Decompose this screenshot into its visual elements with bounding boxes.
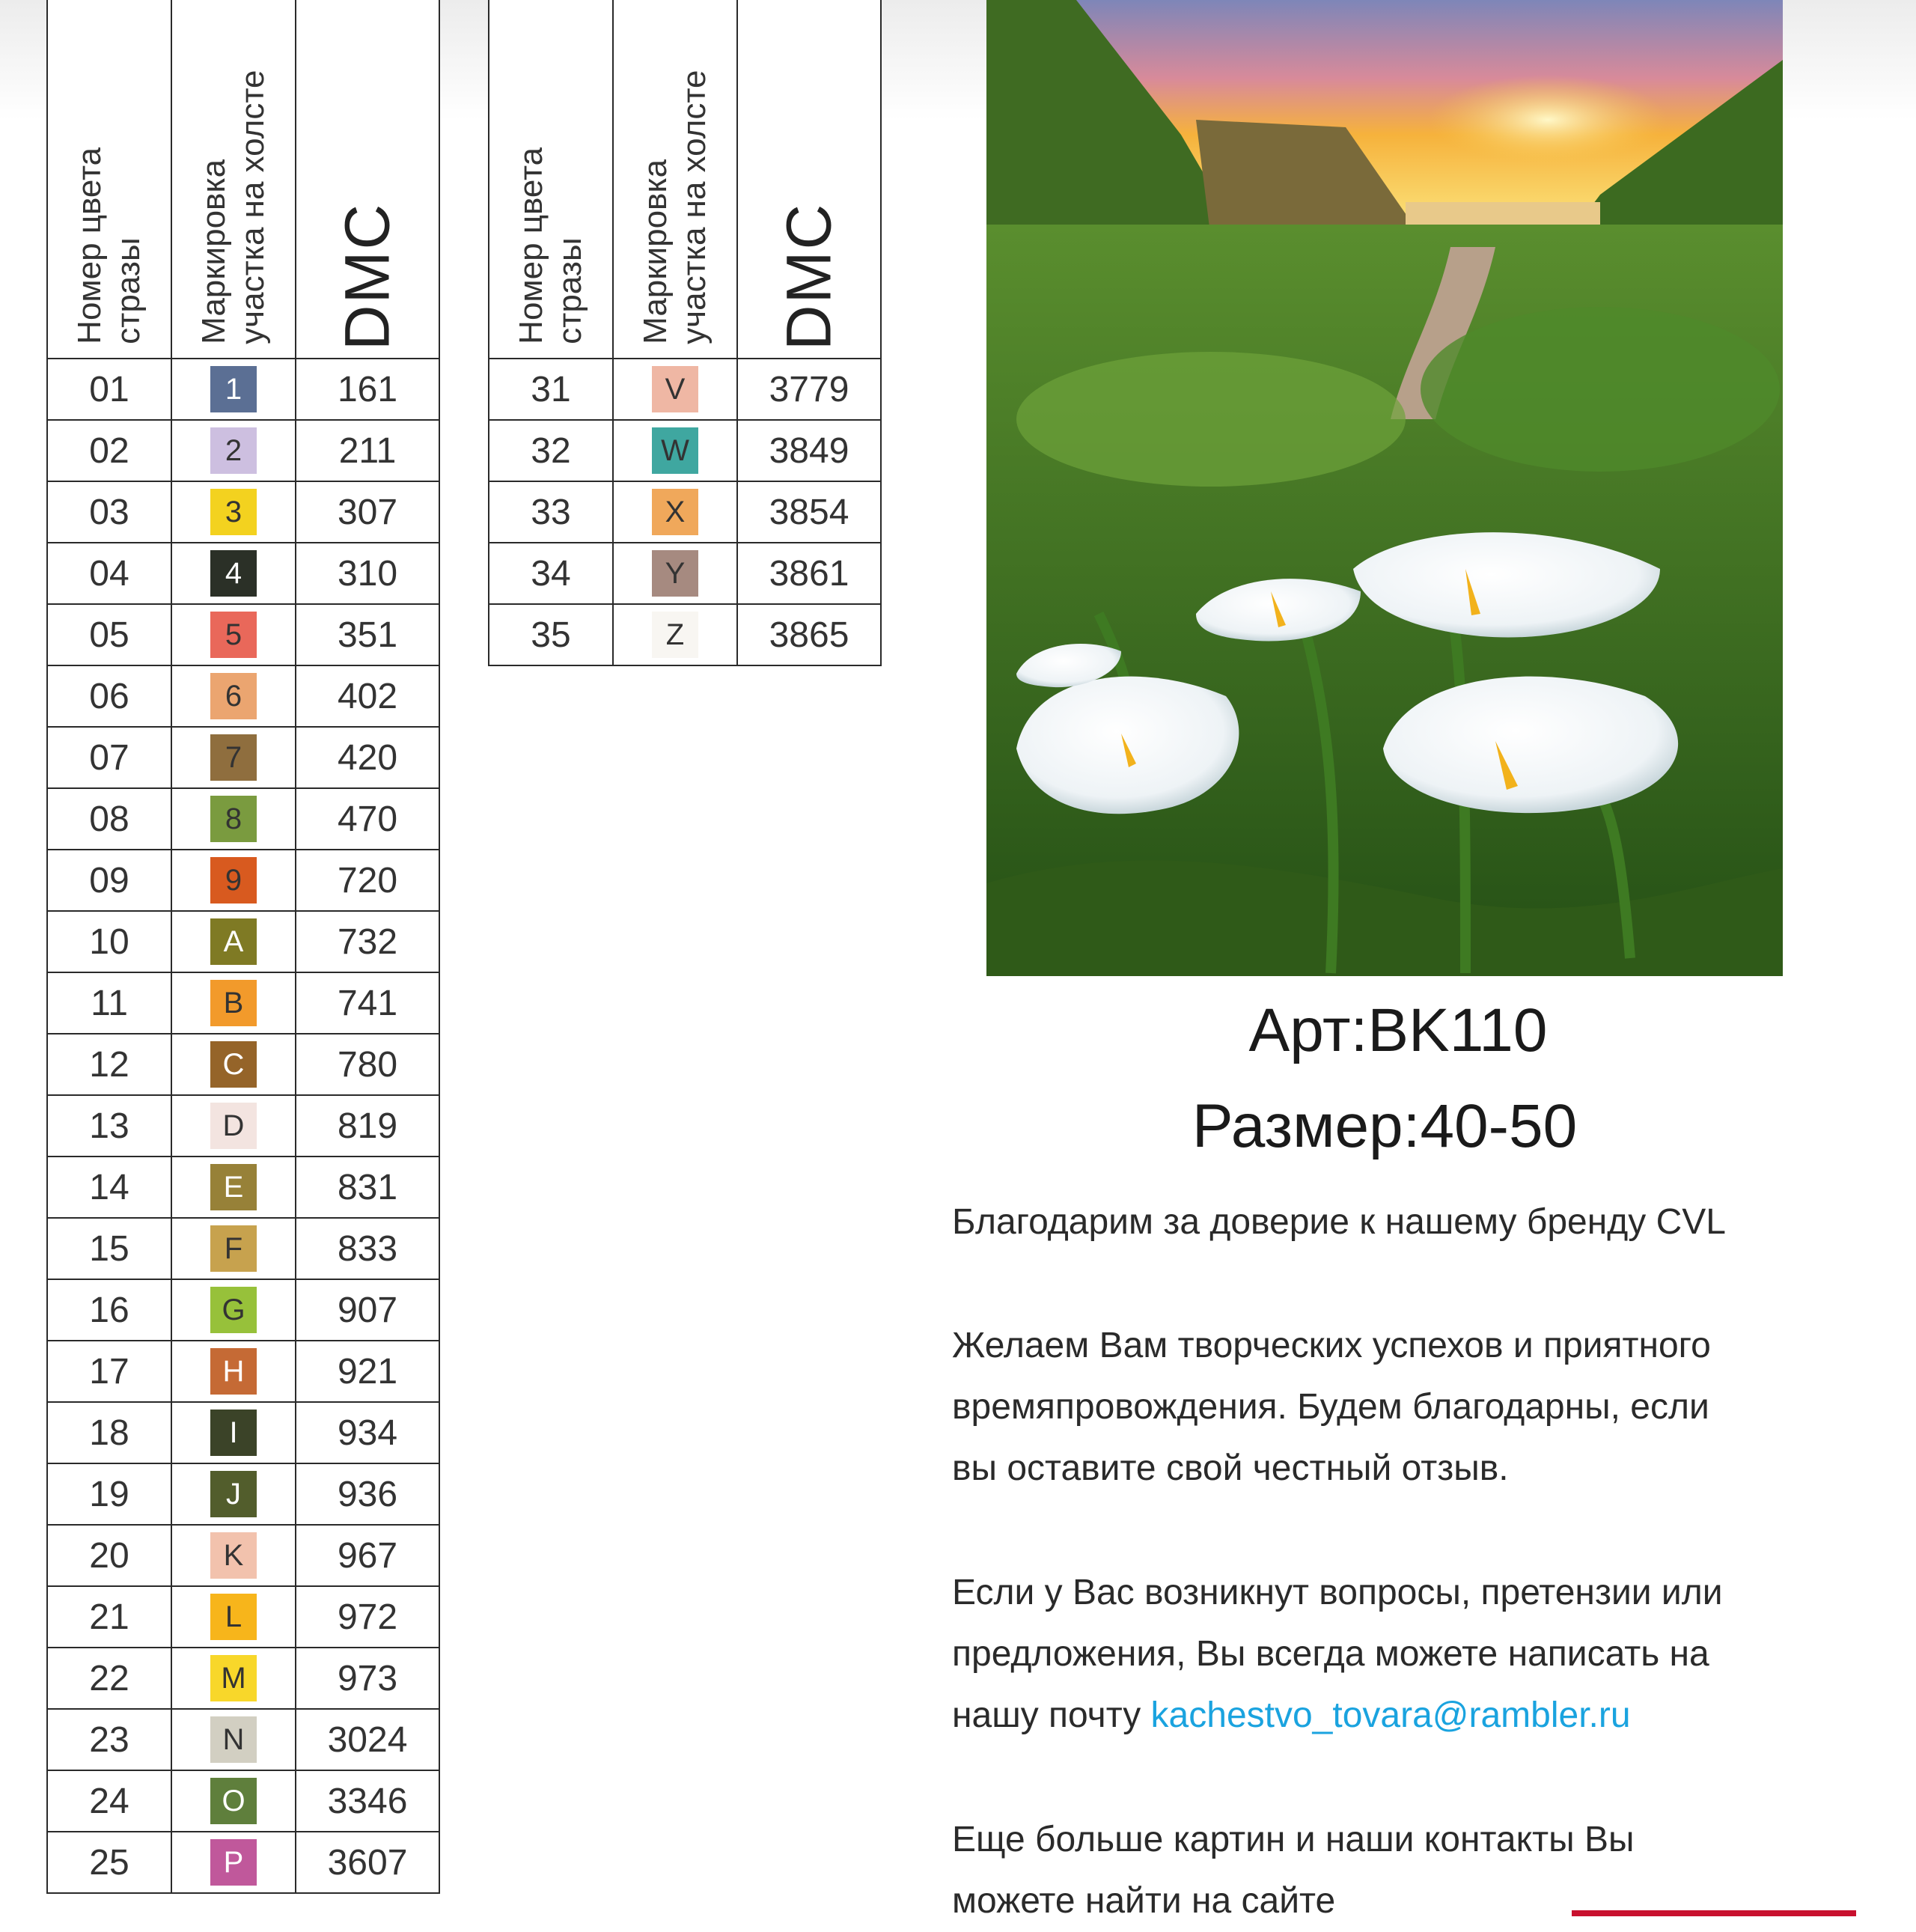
dmc-code-cell: 3849 <box>737 420 881 481</box>
color-swatch: J <box>210 1471 257 1517</box>
color-swatch: 3 <box>210 489 257 535</box>
dmc-code-cell: 907 <box>296 1279 439 1341</box>
legend-row <box>47 1586 439 1648</box>
color-number-cell: 22 <box>47 1648 171 1709</box>
color-swatch: 6 <box>210 673 257 719</box>
dmc-code-cell: 732 <box>296 911 439 972</box>
marking-cell <box>171 850 296 911</box>
color-swatch: F <box>210 1225 257 1272</box>
marking-cell <box>171 359 296 420</box>
thanks-text: Благодарим за доверие к нашему бренду CVL <box>952 1202 1726 1242</box>
color-swatch: 1 <box>210 366 257 412</box>
color-number-cell: 10 <box>47 911 171 972</box>
dmc-code-cell: 3865 <box>737 604 881 665</box>
more-line-2: можете найти на сайте <box>952 1881 1336 1921</box>
color-swatch: 8 <box>210 796 257 842</box>
marking-cell <box>171 1709 296 1770</box>
dmc-code-cell: 420 <box>296 727 439 788</box>
header-color-number <box>47 0 171 359</box>
marking-cell <box>171 1770 296 1832</box>
marking-cell <box>171 727 296 788</box>
header-color-number <box>489 0 613 359</box>
color-number-cell: 33 <box>489 481 613 543</box>
contact-line-3 <box>952 1685 1895 1746</box>
dmc-code-cell: 967 <box>296 1525 439 1586</box>
color-swatch: I <box>210 1410 257 1456</box>
marking-cell <box>171 1341 296 1402</box>
color-number-cell: 34 <box>489 543 613 604</box>
color-legend-table-left <box>46 0 440 1894</box>
color-swatch: 4 <box>210 550 257 597</box>
marking-cell <box>613 481 737 543</box>
legend-row <box>47 727 439 788</box>
color-number-cell: 12 <box>47 1034 171 1095</box>
legend-body-left <box>47 359 439 1893</box>
header-dmc-label: DMC <box>773 202 844 350</box>
color-number-cell: 01 <box>47 359 171 420</box>
color-swatch: L <box>210 1594 257 1640</box>
color-number-cell: 05 <box>47 604 171 665</box>
contact-line-2: предложения, Вы всегда можете написать на <box>952 1634 1709 1674</box>
dmc-code-cell: 211 <box>296 420 439 481</box>
legend-row <box>47 604 439 665</box>
color-number-cell: 13 <box>47 1095 171 1157</box>
dmc-code-cell: 3024 <box>296 1709 439 1770</box>
header-canvas-marking-label: Маркировка участка на холсте <box>637 70 713 344</box>
marking-cell <box>171 1525 296 1586</box>
color-number-cell: 11 <box>47 972 171 1034</box>
color-swatch: E <box>210 1164 257 1210</box>
marking-cell <box>171 1218 296 1279</box>
dmc-code-cell: 720 <box>296 850 439 911</box>
legend-row <box>47 1832 439 1893</box>
color-number-cell: 02 <box>47 420 171 481</box>
legend-header-row <box>489 0 881 359</box>
color-number-cell: 09 <box>47 850 171 911</box>
legend-row <box>47 481 439 543</box>
dmc-code-cell: 470 <box>296 788 439 850</box>
dmc-code-cell: 3346 <box>296 1770 439 1832</box>
dmc-code-cell: 3607 <box>296 1832 439 1893</box>
header-canvas-marking-label: Маркировка участка на холсте <box>195 70 271 344</box>
color-number-cell: 15 <box>47 1218 171 1279</box>
marking-cell <box>613 359 737 420</box>
legend-row <box>489 420 881 481</box>
color-swatch: H <box>210 1348 257 1395</box>
color-swatch: B <box>210 980 257 1026</box>
marking-cell <box>171 1034 296 1095</box>
legend-row <box>47 1034 439 1095</box>
legend-row <box>47 1709 439 1770</box>
color-swatch: Z <box>652 612 698 658</box>
marking-cell <box>171 543 296 604</box>
color-number-cell: 23 <box>47 1709 171 1770</box>
dmc-code-cell: 831 <box>296 1157 439 1218</box>
color-swatch: Y <box>652 550 698 597</box>
marking-cell <box>171 911 296 972</box>
color-number-cell: 19 <box>47 1463 171 1525</box>
color-swatch: C <box>210 1041 257 1088</box>
marking-cell <box>171 420 296 481</box>
color-swatch: V <box>652 366 698 412</box>
legend-row <box>47 911 439 972</box>
header-canvas-marking <box>171 0 296 359</box>
color-swatch: N <box>210 1716 257 1763</box>
color-legend-table-right <box>488 0 882 666</box>
wishes-line-1: Желаем Вам творческих успехов и приятного <box>952 1326 1711 1365</box>
header-canvas-marking <box>613 0 737 359</box>
dmc-code-cell: 310 <box>296 543 439 604</box>
contact-paragraph <box>952 1562 1895 1746</box>
legend-row <box>47 1770 439 1832</box>
wishes-line-3: вы оставите свой честный отзыв. <box>952 1448 1509 1488</box>
dmc-code-cell: 972 <box>296 1586 439 1648</box>
dmc-code-cell: 934 <box>296 1402 439 1463</box>
legend-row <box>489 543 881 604</box>
contact-line-1: Если у Вас возникнут вопросы, претензии или <box>952 1573 1723 1612</box>
marking-cell <box>171 1832 296 1893</box>
color-number-cell: 16 <box>47 1279 171 1341</box>
dmc-code-cell: 973 <box>296 1648 439 1709</box>
header-dmc <box>737 0 881 359</box>
color-swatch: M <box>210 1655 257 1701</box>
color-number-cell: 18 <box>47 1402 171 1463</box>
header-color-number-label: Номер цвета стразы <box>513 147 588 344</box>
color-number-cell: 04 <box>47 543 171 604</box>
color-number-cell: 20 <box>47 1525 171 1586</box>
legend-row <box>47 1525 439 1586</box>
color-number-cell: 08 <box>47 788 171 850</box>
product-article: Арт:BK110 <box>1248 996 1548 1064</box>
dmc-code-cell: 307 <box>296 481 439 543</box>
color-swatch: 7 <box>210 734 257 781</box>
color-swatch: D <box>210 1103 257 1149</box>
marking-cell <box>171 1648 296 1709</box>
color-number-cell: 24 <box>47 1770 171 1832</box>
legend-row <box>47 1157 439 1218</box>
marking-cell <box>171 788 296 850</box>
wishes-paragraph <box>952 1315 1895 1499</box>
marking-cell <box>613 604 737 665</box>
legend-row <box>47 665 439 727</box>
color-number-cell: 17 <box>47 1341 171 1402</box>
dmc-code-cell: 3861 <box>737 543 881 604</box>
legend-body-right <box>489 359 881 665</box>
dmc-code-cell: 3854 <box>737 481 881 543</box>
color-swatch: P <box>210 1839 257 1886</box>
dmc-code-cell: 741 <box>296 972 439 1034</box>
dmc-code-cell: 351 <box>296 604 439 665</box>
dmc-code-cell: 833 <box>296 1218 439 1279</box>
color-number-cell: 07 <box>47 727 171 788</box>
legend-header-row <box>47 0 439 359</box>
color-number-cell: 35 <box>489 604 613 665</box>
marking-cell <box>171 972 296 1034</box>
marking-cell <box>171 1463 296 1525</box>
dmc-code-cell: 161 <box>296 359 439 420</box>
marking-cell <box>171 1095 296 1157</box>
header-color-number-label: Номер цвета стразы <box>71 147 147 344</box>
marking-cell <box>171 1586 296 1648</box>
color-swatch: K <box>210 1532 257 1579</box>
color-number-cell: 32 <box>489 420 613 481</box>
legend-row <box>47 420 439 481</box>
color-number-cell: 06 <box>47 665 171 727</box>
marking-cell <box>613 543 737 604</box>
support-email-link[interactable]: kachestvo_tovara@rambler.ru <box>1150 1695 1631 1735</box>
brand-logo-partial <box>1572 1910 1856 1916</box>
color-swatch: G <box>210 1287 257 1333</box>
product-size: Размер:40-50 <box>1192 1092 1578 1160</box>
wishes-line-2: времяпровождения. Будем благодарны, если <box>952 1387 1709 1427</box>
legend-row <box>47 359 439 420</box>
legend-row <box>489 604 881 665</box>
contact-line-3-prefix: нашу почту <box>952 1695 1151 1735</box>
color-swatch: A <box>210 918 257 965</box>
marking-cell <box>171 1402 296 1463</box>
legend-row <box>47 1279 439 1341</box>
marking-cell <box>171 481 296 543</box>
dmc-code-cell: 936 <box>296 1463 439 1525</box>
color-swatch: O <box>210 1778 257 1824</box>
color-number-cell: 31 <box>489 359 613 420</box>
color-number-cell: 25 <box>47 1832 171 1893</box>
header-dmc-label: DMC <box>332 202 403 350</box>
dmc-code-cell: 780 <box>296 1034 439 1095</box>
header-dmc <box>296 0 439 359</box>
legend-row <box>47 850 439 911</box>
dmc-code-cell: 921 <box>296 1341 439 1402</box>
legend-row <box>489 481 881 543</box>
marking-cell <box>171 1157 296 1218</box>
legend-row <box>47 1648 439 1709</box>
dmc-code-cell: 402 <box>296 665 439 727</box>
dmc-code-cell: 819 <box>296 1095 439 1157</box>
dmc-code-cell: 3779 <box>737 359 881 420</box>
color-swatch: 2 <box>210 427 257 474</box>
more-line-1: Еще больше картин и наши контакты Вы <box>952 1820 1635 1859</box>
color-swatch: X <box>652 489 698 535</box>
legend-row <box>47 1463 439 1525</box>
color-swatch: 5 <box>210 612 257 658</box>
legend-row <box>47 972 439 1034</box>
legend-row <box>47 543 439 604</box>
marking-cell <box>171 665 296 727</box>
product-picture <box>986 0 1783 976</box>
color-swatch: W <box>652 427 698 474</box>
legend-row <box>489 359 881 420</box>
marking-cell <box>171 604 296 665</box>
legend-row <box>47 1402 439 1463</box>
legend-row <box>47 1341 439 1402</box>
marking-cell <box>171 1279 296 1341</box>
legend-row <box>47 1218 439 1279</box>
marking-cell <box>613 420 737 481</box>
color-number-cell: 21 <box>47 1586 171 1648</box>
legend-row <box>47 1095 439 1157</box>
legend-row <box>47 788 439 850</box>
color-number-cell: 14 <box>47 1157 171 1218</box>
color-swatch: 9 <box>210 857 257 903</box>
color-number-cell: 03 <box>47 481 171 543</box>
calla-lily-landscape-image <box>986 0 1783 976</box>
